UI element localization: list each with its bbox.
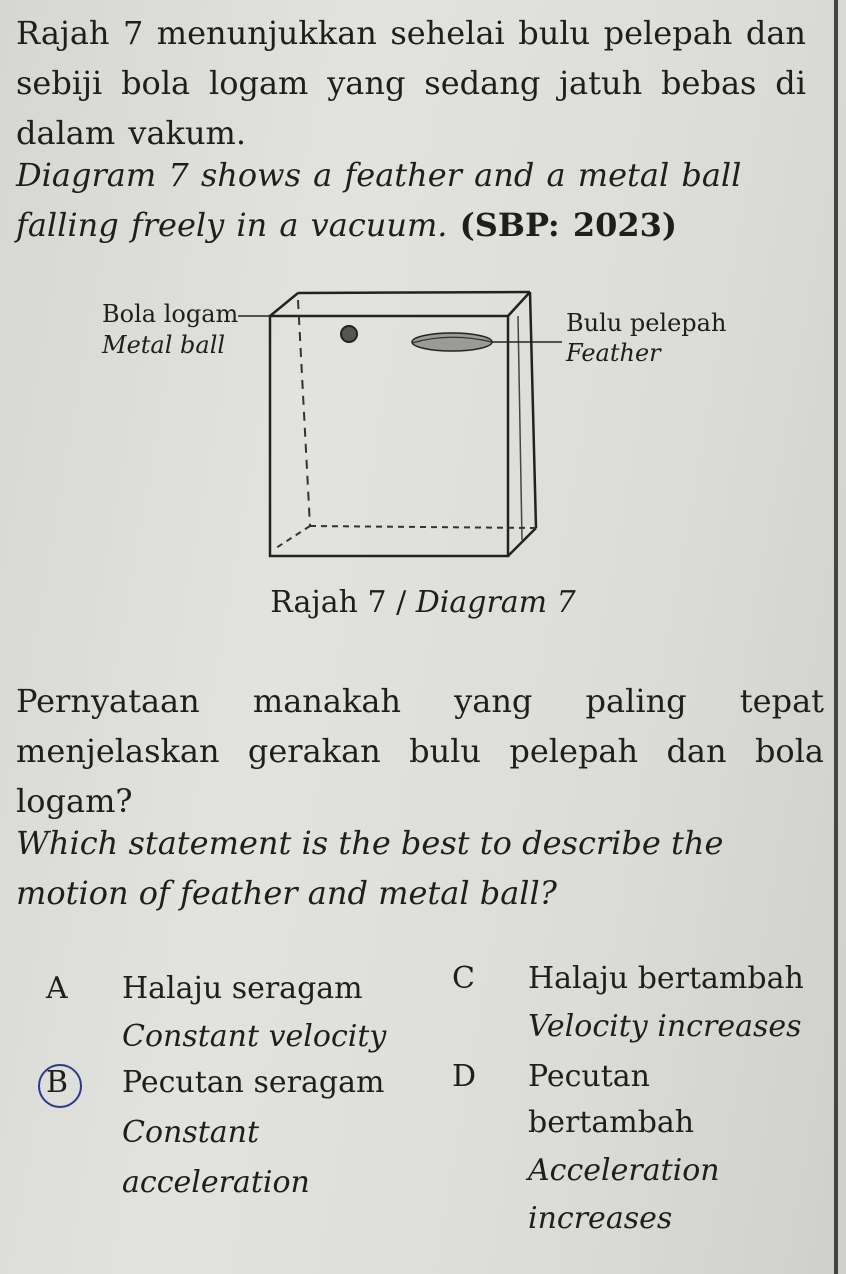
metal-ball-icon xyxy=(341,326,357,342)
question2-english: Which statement is the best to describe the motion of feather and metal ball? xyxy=(16,824,724,912)
option-english: Constant velocity xyxy=(122,1019,387,1054)
option-malay-line1: Pecutan xyxy=(528,1059,650,1094)
left-label-en: Metal ball xyxy=(102,331,226,359)
option-malay: Halaju seragam xyxy=(122,971,363,1006)
option-english-line1: Acceleration xyxy=(528,1153,720,1188)
feather-icon xyxy=(412,333,492,351)
option-english-line2: increases xyxy=(528,1201,673,1236)
source-label: (SBP: 2023) xyxy=(459,206,678,244)
option-english: Velocity increases xyxy=(528,1009,802,1044)
question-english-text: Diagram 7 shows a feather and a metal ball falling freely in a vacuum. xyxy=(16,156,742,244)
diagram-7 xyxy=(0,270,846,590)
option-letter: C xyxy=(452,961,475,996)
right-label-en: Feather xyxy=(566,339,661,367)
option-malay: Pecutan seragam xyxy=(122,1065,385,1100)
option-malay-line2: bertambah xyxy=(528,1105,695,1140)
option-letter: D xyxy=(452,1059,477,1094)
option-english-line2: acceleration xyxy=(122,1165,310,1200)
option-d[interactable] xyxy=(452,1052,832,1262)
option-english-line1: Constant xyxy=(122,1115,260,1150)
right-label-ms: Bulu pelepah xyxy=(566,309,727,337)
option-malay: Halaju bertambah xyxy=(528,961,804,996)
left-label-ms: Bola logam xyxy=(102,300,239,328)
question-malay: Rajah 7 menunjukkan sehelai bulu pelepah dan sebiji bola logam yang sedang jatuh bebas di dalam vakum. xyxy=(16,14,806,152)
option-c[interactable] xyxy=(452,954,832,1064)
page-edge-line xyxy=(834,0,838,1274)
option-letter: B xyxy=(46,1065,69,1100)
diagram-caption: Rajah 7 / Diagram 7 xyxy=(270,585,576,620)
option-b[interactable] xyxy=(46,1058,426,1218)
option-letter: A xyxy=(46,971,68,1006)
question-english xyxy=(16,150,806,250)
question2-malay: Pernyataan manakah yang paling tepat menjelaskan gerakan bulu pelepah dan bola logam? xyxy=(16,682,824,820)
